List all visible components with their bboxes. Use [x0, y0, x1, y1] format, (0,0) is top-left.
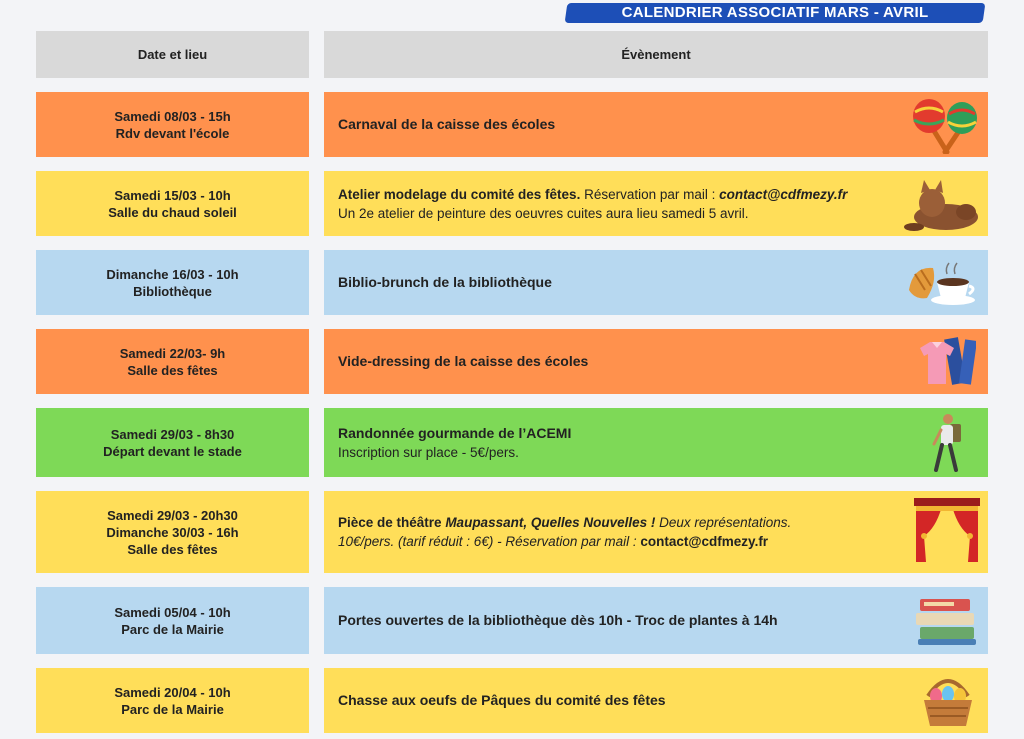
event-title: Carnaval de la caisse des écoles	[338, 116, 556, 132]
place-line: Rdv devant l'école	[115, 125, 230, 141]
event-title: Portes ouvertes de la bibliothèque dès 10h - Troc de plantes à 14h	[338, 612, 778, 628]
date-line: Samedi 08/03 - 15h	[114, 108, 231, 124]
maracas-icon	[909, 96, 981, 154]
event-detail: Un 2e atelier de peinture des oeuvres cuites aura lieu samedi 5 avril.	[338, 205, 749, 221]
place-line: Salle du chaud soleil	[108, 204, 237, 220]
date-line: Samedi 15/03 - 10h	[114, 187, 231, 203]
date-line: Dimanche 16/03 - 10h	[106, 266, 239, 282]
event-date-5	[36, 408, 309, 477]
event-description-8	[324, 668, 988, 733]
event-email: contact@cdfmezy.fr	[640, 534, 769, 549]
event-title: Chasse aux oeufs de Pâques du comité des fêtes	[338, 692, 666, 708]
place-line: Départ devant le stade	[103, 443, 242, 459]
event-price: 10€/pers. (tarif réduit : 6€) - Réservation par mail :	[338, 534, 641, 549]
date-line-2: Dimanche 30/03 - 16h	[106, 524, 239, 540]
croissant-coffee-icon	[907, 260, 977, 306]
event-reservation-label: Réservation par mail :	[580, 186, 720, 202]
event-description-4	[324, 329, 988, 394]
calendar-title: CALENDRIER ASSOCIATIF MARS - AVRIL	[621, 4, 929, 21]
event-date-3	[36, 250, 309, 315]
event-date-4	[36, 329, 309, 394]
event-title: Pièce de théâtre	[338, 515, 446, 530]
event-detail: Inscription sur place - 5€/pers.	[338, 444, 519, 460]
event-note: Deux représentations.	[655, 515, 792, 530]
hiker-icon	[928, 412, 968, 474]
event-date-6	[36, 491, 309, 573]
clothes-icon	[916, 334, 976, 390]
date-line: Samedi 29/03 - 8h30	[110, 426, 235, 442]
date-line: Samedi 20/04 - 10h	[114, 684, 231, 700]
event-date-2	[36, 171, 309, 236]
event-email: contact@cdfmezy.fr	[719, 186, 848, 202]
event-description-6	[324, 491, 988, 573]
date-line: Samedi 29/03 - 20h30	[107, 507, 238, 523]
play-title: Maupassant, Quelles Nouvelles !	[445, 515, 656, 530]
event-description-1	[324, 92, 988, 157]
header-event-column: Évènement	[324, 31, 988, 78]
event-description-2	[324, 171, 988, 236]
event-title: Biblio-brunch de la bibliothèque	[338, 274, 552, 290]
clay-cat-icon	[902, 177, 982, 233]
event-description-7	[324, 587, 988, 654]
header-date-column: Date et lieu	[36, 31, 309, 78]
event-description-3	[324, 250, 988, 315]
event-date-1	[36, 92, 309, 157]
theater-curtain-icon	[914, 498, 980, 562]
event-date-8	[36, 668, 309, 733]
date-line: Samedi 05/04 - 10h	[114, 604, 231, 620]
event-title: Randonnée gourmande de l’ACEMI	[338, 424, 572, 441]
date-line: Samedi 22/03- 9h	[119, 345, 226, 361]
place-line: Salle des fêtes	[127, 541, 218, 557]
easter-basket-icon	[920, 672, 976, 730]
place-line: Parc de la Mairie	[121, 701, 224, 717]
books-icon	[914, 597, 980, 647]
event-title: Atelier modelage du comité des fêtes.	[338, 186, 581, 202]
event-description-5	[324, 408, 988, 477]
event-title: Vide-dressing de la caisse des écoles	[338, 353, 589, 369]
place-line: Salle des fêtes	[127, 362, 218, 378]
place-line: Bibliothèque	[133, 283, 212, 299]
event-date-7	[36, 587, 309, 654]
place-line: Parc de la Mairie	[121, 621, 224, 637]
